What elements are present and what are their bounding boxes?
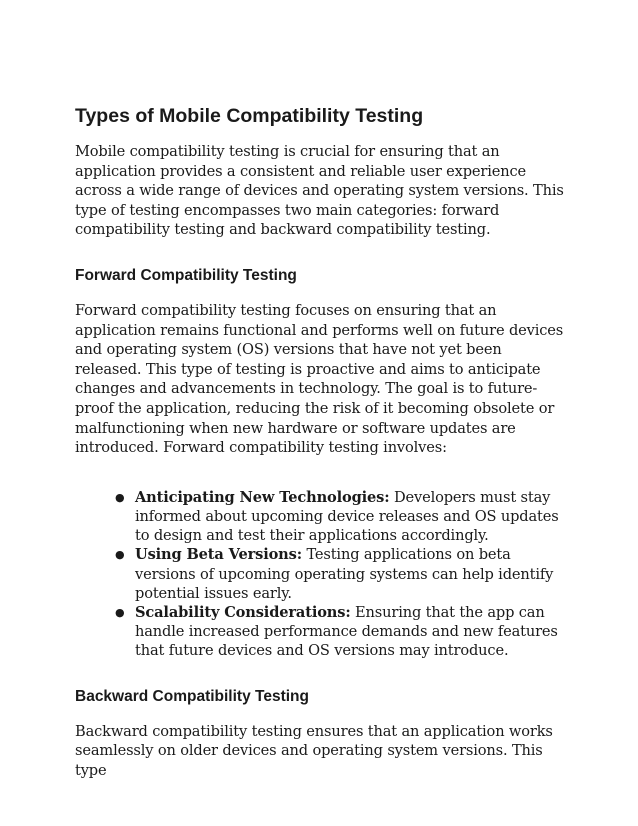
forward-heading: Forward Compatibility Testing (75, 266, 297, 284)
intro-paragraph: Mobile compatibility testing is crucial for ensuring that an application provides a consistent and reliable user experience across a wide range of devices and operating system versions. This type of testing encompasses two main categories: forward compatibility testing and backward compatibility testing. (75, 143, 564, 239)
list-item (115, 545, 568, 603)
backward-paragraph: Backward compatibility testing ensures that an application works seamlessly on older devices and operating system versions. This type (75, 722, 553, 779)
bullet-icon: ● (115, 490, 125, 504)
list-item (115, 488, 568, 546)
backward-heading: Backward Compatibility Testing (75, 687, 309, 705)
list-item-term: Using Beta Versions: (135, 546, 302, 564)
bullet-icon: ● (115, 605, 125, 619)
forward-paragraph: Forward compatibility testing focuses on ensuring that an application remains functional and performs well on future devices and operating system (OS) versions that have not yet been released. This type of testing is proactive and aims to anticipate changes and advancements in technology. The goal is to future-proof the application, reducing the risk of it becoming obsolete or malfunctioning when new hardware or software updates are introduced. Forward compatibility testing involves: (75, 301, 564, 457)
list-item-term: Anticipating New Technologies: (135, 488, 390, 506)
list-item-desc: Testing applications on beta versions of upcoming operating systems can help identify potential issues early. (135, 546, 554, 602)
page-title: Types of Mobile Compatibility Testing (75, 105, 424, 127)
list-item (115, 603, 568, 661)
list-item-term: Scalability Considerations: (135, 603, 351, 621)
forward-list (75, 488, 568, 661)
list-item-desc: Ensuring that the app can handle increased performance demands and new features that future devices and OS versions may introduce. (135, 603, 558, 660)
list-item-desc: Developers must stay informed about upcoming device releases and OS updates to design and test their applications accordingly. (135, 488, 559, 545)
bullet-icon: ● (115, 548, 125, 562)
